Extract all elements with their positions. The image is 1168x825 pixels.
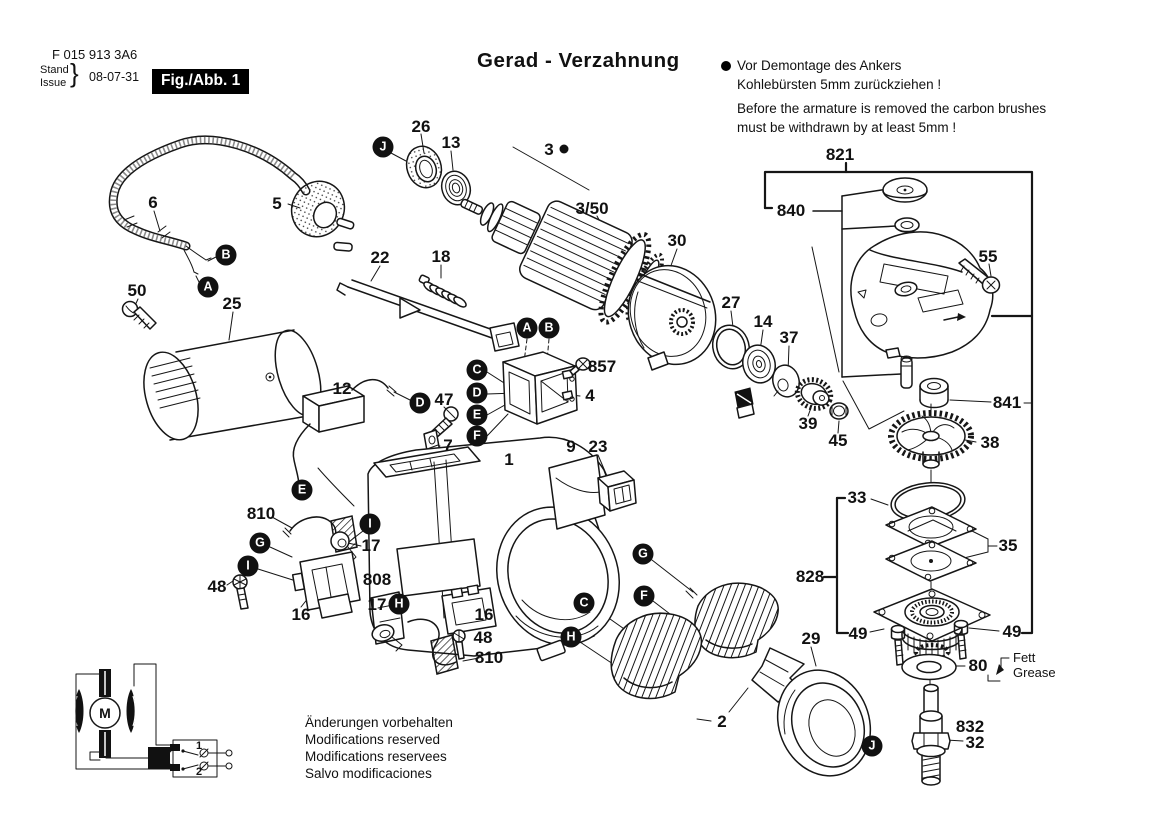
letter-marker-J: J [373, 137, 394, 158]
letter-marker-G: G [633, 544, 654, 565]
motor-symbol-label: M [99, 705, 111, 721]
part-label-16: 16 [291, 605, 311, 624]
letter-marker-J: J [862, 736, 883, 757]
part-label-22: 22 [370, 248, 390, 267]
schematic-terminal-1: 1 [195, 740, 203, 752]
screw-50-drawing [123, 302, 157, 330]
letter-marker-B: B [539, 318, 560, 339]
revision-line-de: Änderungen vorbehalten [305, 715, 453, 730]
diagram-title: Gerad - Verzahnung [477, 49, 680, 72]
letter-marker-E: E [292, 480, 313, 501]
sticker-9-drawing [549, 455, 605, 529]
pin-below-housing [901, 356, 912, 388]
part-label-7: 7 [443, 436, 453, 455]
letter-marker-A: A [517, 318, 538, 339]
letter-marker-F: F [634, 586, 655, 607]
warning-de-line2: Kohlebürsten 5mm zurückziehen ! [737, 77, 942, 92]
part-label-38: 38 [980, 433, 1000, 452]
letter-marker-I: I [360, 514, 381, 535]
part-label-6: 6 [148, 193, 158, 212]
stand-label: Stand [40, 64, 69, 76]
part-label-39: 39 [798, 414, 818, 433]
gasket-35b-drawing [886, 541, 976, 588]
letter-marker-E: E [467, 405, 488, 426]
part-label-14: 14 [753, 312, 773, 331]
part-label-17: 17 [361, 536, 381, 555]
spring-18-drawing [419, 275, 468, 309]
letter-marker-H: H [389, 594, 410, 615]
letter-marker-D: D [410, 393, 431, 414]
part-label-1: 1 [504, 450, 514, 469]
grease-de: Fett [1013, 650, 1036, 665]
letter-marker-C: C [467, 360, 488, 381]
part-label-80: 80 [968, 656, 988, 675]
part-label-810: 810 [246, 504, 276, 523]
letter-marker-A: A [198, 277, 219, 298]
part-label-26: 26 [411, 117, 431, 136]
document-number: F 015 913 3A6 [52, 47, 138, 62]
schematic-terminal-2: 2 [195, 766, 203, 778]
flange-828-drawing [874, 589, 990, 659]
part-label-5: 5 [272, 194, 282, 213]
part-label-50: 50 [127, 281, 147, 300]
part-3-dot [560, 145, 569, 154]
black-connector-block [735, 388, 754, 418]
part-label-810: 810 [474, 648, 504, 667]
screw-48-left-drawing [233, 575, 248, 609]
part-label-48: 48 [207, 577, 227, 596]
letter-marker-G: G [250, 533, 271, 554]
screw-49-left-drawing [892, 626, 905, 666]
bearing-26-drawing [401, 142, 446, 192]
part-label-9: 9 [566, 437, 576, 456]
brace-glyph: } [70, 58, 79, 88]
part-label-29: 29 [801, 629, 821, 648]
part-label-33: 33 [847, 488, 867, 507]
part-label-832: 832 [955, 717, 985, 736]
letter-marker-H: H [561, 627, 582, 648]
part-label-25: 25 [222, 294, 242, 313]
letter-marker-F: F [467, 426, 488, 447]
warning-note [737, 56, 1077, 137]
part-label-16: 16 [474, 605, 494, 624]
fett-pointer [988, 658, 1009, 681]
part-label-3: 3 [544, 140, 554, 159]
part-label-3/50: 3/50 [575, 199, 609, 218]
bullet-icon [721, 61, 731, 71]
warning-de-line1: Vor Demontage des Ankers [737, 58, 902, 73]
guard-29-drawing [752, 648, 886, 790]
part-label-30: 30 [667, 231, 687, 250]
spindle-832-drawing [912, 685, 950, 786]
part-label-18: 18 [431, 247, 451, 266]
revision-line-es: Salvo modificaciones [305, 766, 432, 781]
button-23-drawing [598, 471, 636, 511]
nut-45-drawing [830, 403, 848, 419]
part-label-27: 27 [721, 293, 741, 312]
grease-en: Grease [1013, 665, 1056, 680]
part-label-23: 23 [588, 437, 608, 456]
part-label-808: 808 [362, 570, 392, 589]
gear-housing-drawing [851, 232, 993, 358]
plug-drawing [283, 173, 355, 251]
letter-marker-C: C [574, 593, 595, 614]
part-label-47: 47 [434, 390, 454, 409]
issue-label: Issue [40, 77, 67, 89]
bracket-828 [824, 498, 848, 633]
part-label-840: 840 [776, 201, 806, 220]
letter-marker-B: B [216, 245, 237, 266]
part-label-13: 13 [441, 133, 461, 152]
part-label-35: 35 [998, 536, 1018, 555]
part-label-32: 32 [965, 733, 985, 752]
part-label-828: 828 [795, 567, 825, 586]
washer-80-drawing [902, 655, 956, 687]
figure-box: Fig./Abb. 1 [152, 69, 249, 94]
part-label-45: 45 [828, 431, 848, 450]
letter-marker-I: I [238, 556, 259, 577]
brush-group-left [283, 516, 360, 618]
switch-4-drawing [503, 352, 577, 424]
revision-line-en: Modifications reserved [305, 732, 441, 747]
warning-en-line2: must be withdrawn by at least 5mm ! [737, 120, 957, 135]
part-label-841: 841 [992, 393, 1022, 412]
part-label-17: 17 [367, 595, 387, 614]
part-label-2: 2 [717, 712, 727, 731]
part-label-12: 12 [332, 379, 352, 398]
revision-line-fr: Modifications reservees [305, 749, 447, 764]
part-label-55: 55 [978, 247, 998, 266]
motor-cap-25-drawing [135, 325, 330, 446]
part-label-49: 49 [848, 624, 868, 643]
revision-note [305, 714, 453, 782]
issue-date: 08-07-31 [89, 70, 140, 84]
part-label-37: 37 [779, 328, 799, 347]
part-label-49: 49 [1002, 622, 1022, 641]
part-label-857: 857 [587, 357, 617, 376]
grease-note [1013, 650, 1056, 680]
part-label-4: 4 [585, 386, 595, 405]
wiring-schematic [75, 664, 233, 777]
warning-en-line1: Before the armature is removed the carbon brushes [737, 101, 1047, 116]
part-label-821: 821 [825, 145, 855, 164]
part-label-48: 48 [473, 628, 493, 647]
letter-marker-D: D [467, 383, 488, 404]
